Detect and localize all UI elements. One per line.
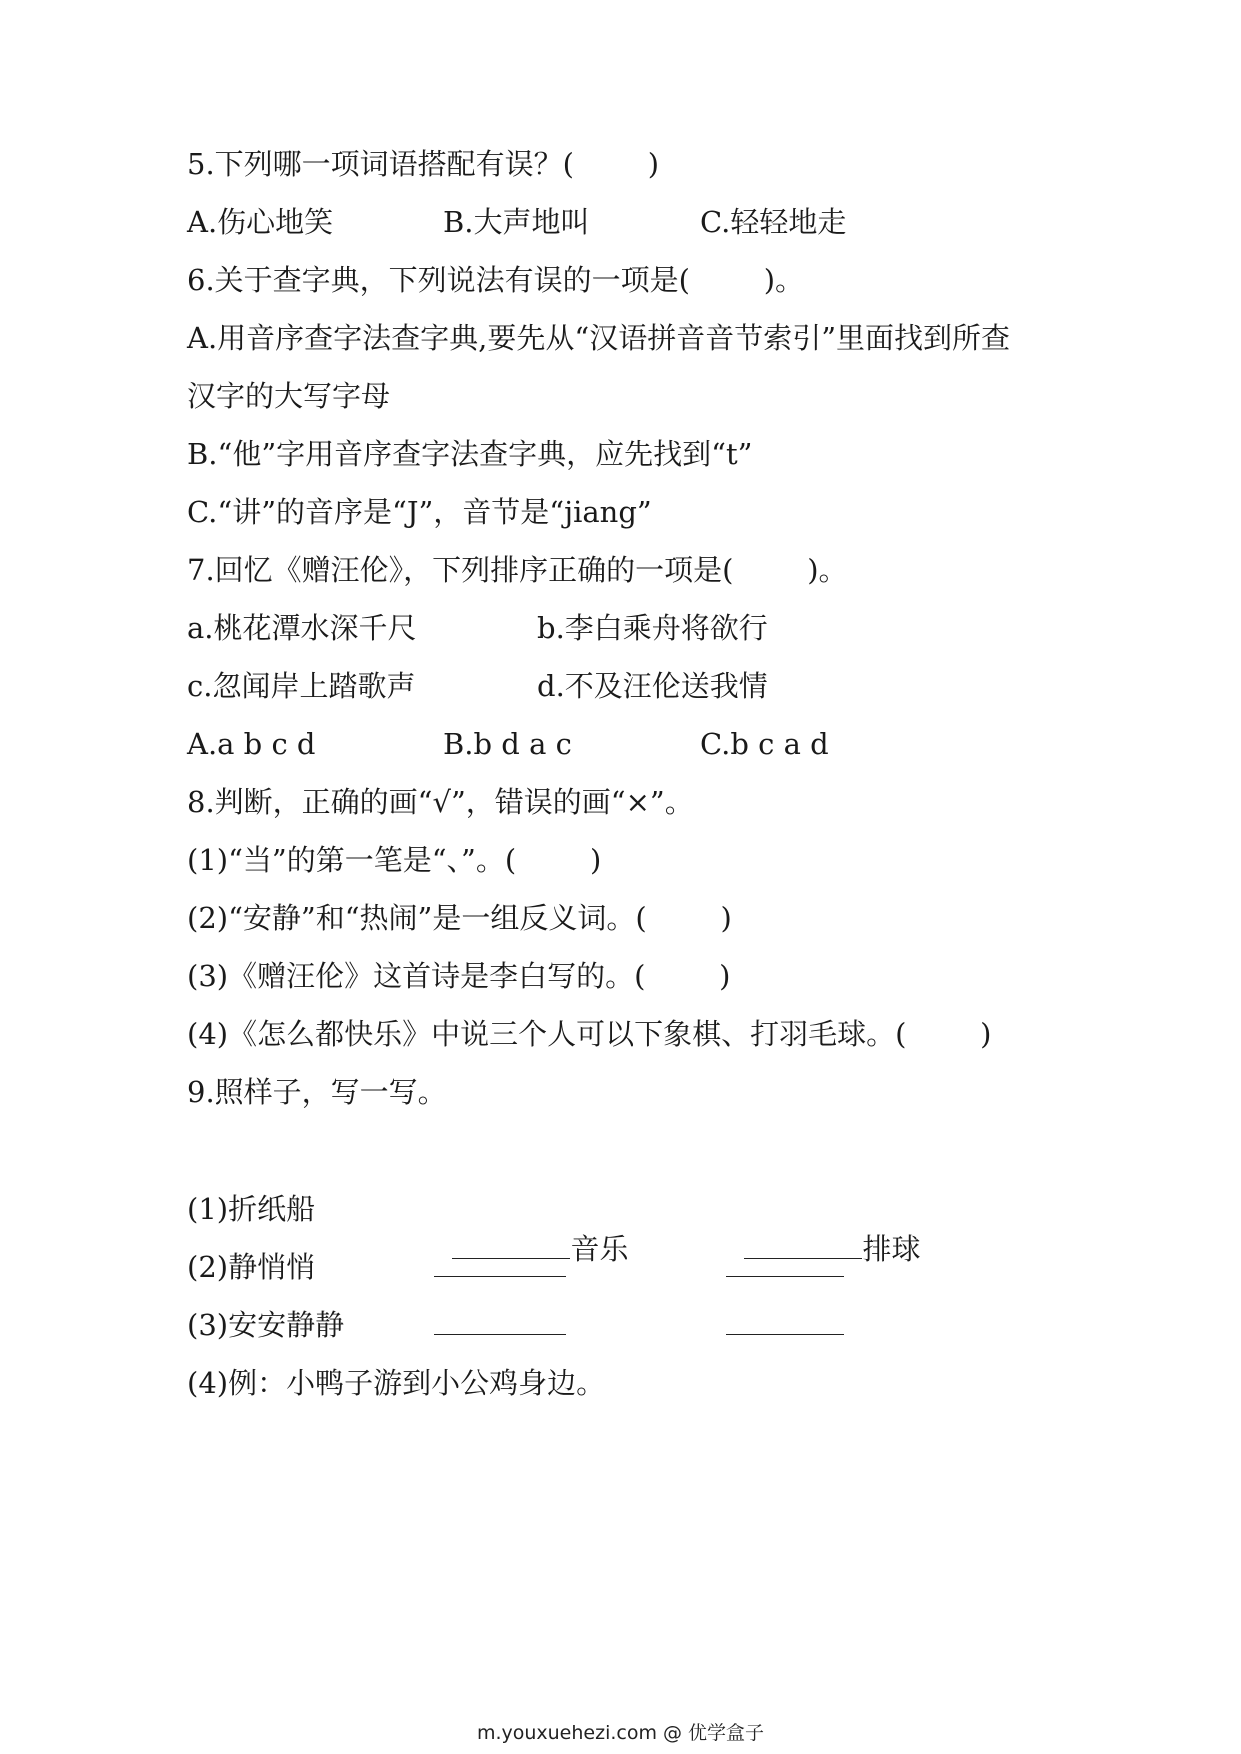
q9-row2-blank2[interactable] <box>726 1247 844 1287</box>
q5-option-b: B.大声地叫 <box>443 205 590 239</box>
q8-item-2: (2)“安静”和“热闹”是一组反义词。( ) <box>187 901 732 935</box>
q6-option-b: B.“他”字用音序查字法查字典，应先找到“t” <box>187 437 753 471</box>
q7-line-a: a.桃花潭水深千尺 <box>187 611 417 645</box>
q8-item-3: (3)《赠汪伦》这首诗是李白写的。( ) <box>187 959 731 993</box>
q8-item-1: (1)“当”的第一笔是“、”。( ) <box>187 843 602 877</box>
q9-row1-label: (1)折纸船 <box>187 1192 316 1226</box>
q8-stem: 8.判断，正确的画“√”，错误的画“×”。 <box>187 785 694 819</box>
q7-stem: 7.回忆《赠汪伦》，下列排序正确的一项是( )。 <box>187 553 848 587</box>
q9-row3-label: (3)安安静静 <box>187 1308 345 1342</box>
q9-row4-example: (4)例：小鸭子游到小公鸡身边。 <box>187 1366 606 1400</box>
q5-option-c: C.轻轻地走 <box>700 205 847 239</box>
q9-row1-word2: 排球 <box>862 1232 921 1266</box>
footer-watermark: m.youxuehezi.com @ 优学盒子 <box>476 1722 765 1744</box>
q9-row2-label: (2)静悄悄 <box>187 1250 316 1284</box>
q5-option-a: A.伤心地笑 <box>187 205 334 239</box>
q7-line-c: c.忽闻岸上踏歌声 <box>187 669 416 703</box>
q6-stem: 6.关于查字典，下列说法有误的一项是( )。 <box>187 263 805 297</box>
q7-option-b: B.b d a c <box>443 727 572 761</box>
q9-row2-blank1[interactable] <box>434 1247 566 1287</box>
q9-row3-blank2[interactable] <box>726 1305 844 1345</box>
q9-row3-blank1[interactable] <box>434 1305 566 1345</box>
q6-option-a-line1: A.用音序查字法查字典,要先从“汉语拼音音节索引”里面找到所查 <box>187 321 1011 355</box>
q8-item-4: (4)《怎么都快乐》中说三个人可以下象棋、打羽毛球。( ) <box>187 1017 992 1051</box>
q9-row1-word1: 音乐 <box>570 1232 629 1266</box>
q5-stem: 5.下列哪一项词语搭配有误？( ) <box>187 147 660 181</box>
q7-option-a: A.a b c d <box>187 727 316 761</box>
q9-stem: 9.照样子，写一写。 <box>187 1075 447 1109</box>
q7-option-c: C.b c a d <box>700 727 829 761</box>
q7-line-d: d.不及汪伦送我情 <box>537 669 768 703</box>
q7-line-b: b.李白乘舟将欲行 <box>537 611 768 645</box>
q6-option-a-line2: 汉字的大写字母 <box>187 379 391 413</box>
q6-option-c: C.“讲”的音序是“J”，音节是“jiang” <box>187 495 652 529</box>
